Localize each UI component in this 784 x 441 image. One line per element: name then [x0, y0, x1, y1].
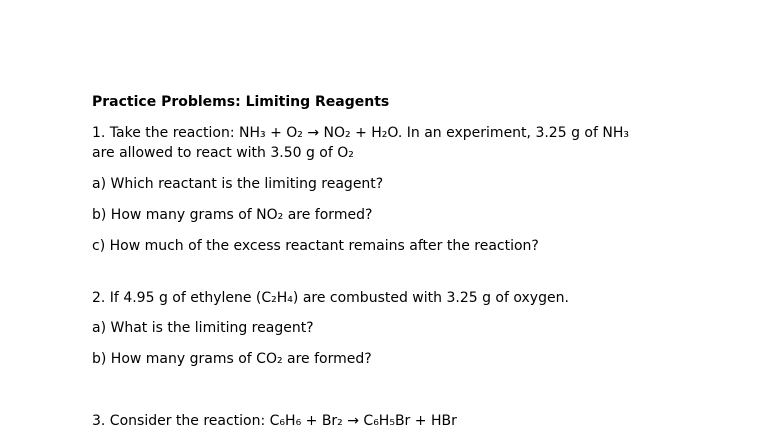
problem-2-question-b: b) How many grams of CO₂ are formed? — [92, 351, 372, 367]
problem-3-text: 3. Consider the reaction: C₆H₆ + Br₂ → C₆H₅Br + HBr — [92, 413, 457, 429]
problem-2-question-a: a) What is the limiting reagent? — [92, 320, 314, 336]
problem-1-question-a: a) Which reactant is the limiting reagent? — [92, 176, 384, 192]
problem-2-text: 2. If 4.95 g of ethylene (C₂H₄) are combusted with 3.25 g of oxygen. — [92, 290, 569, 306]
page-title: Practice Problems: Limiting Reagents — [92, 94, 390, 110]
problem-1-question-b: b) How many grams of NO₂ are formed? — [92, 207, 373, 223]
problem-1-question-c: c) How much of the excess reactant remains after the reaction? — [92, 238, 539, 254]
problem-1-text-line-1: 1. Take the reaction: NH₃ + O₂ → NO₂ + H₂O. In an experiment, 3.25 g of NH₃ — [92, 125, 629, 141]
problem-1-text-line-2: are allowed to react with 3.50 g of O₂ — [92, 145, 354, 161]
